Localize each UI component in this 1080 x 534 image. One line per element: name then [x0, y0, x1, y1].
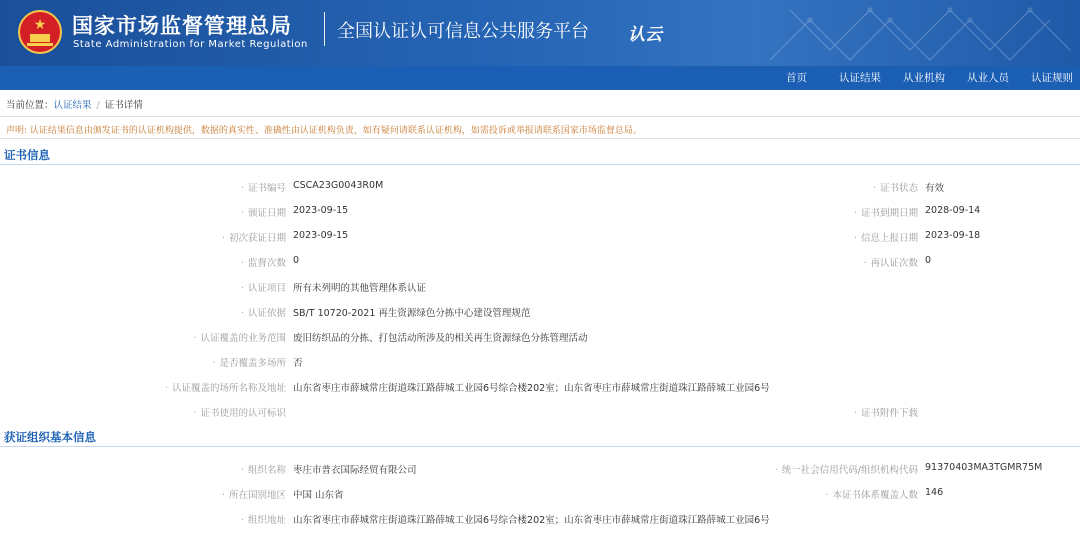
- field-label: · 认证覆盖的业务范围: [193, 330, 286, 344]
- section-org-info: [0, 427, 1080, 447]
- field-value: 枣庄市普衣国际经贸有限公司: [293, 465, 417, 476]
- field-label: · 组织地址: [241, 512, 286, 526]
- field-value: 废旧纺织品的分拣、打包活动所涉及的相关再生资源绿色分拣管理活动: [293, 333, 588, 344]
- info-row: [0, 205, 1080, 225]
- divider: [0, 116, 1080, 117]
- section-certificate-info: [0, 145, 1080, 165]
- field-label: · 证书状态: [873, 180, 918, 194]
- field-value: 91370403MA3TGMR75M: [925, 462, 1043, 473]
- nav-item-home[interactable]: 首页: [786, 72, 807, 84]
- section-underline: [0, 164, 1080, 165]
- org-name-cn[interactable]: 国家市场监督管理总局: [72, 14, 292, 38]
- field-label: · 认证依据: [241, 305, 286, 319]
- field-label: · 组织名称: [241, 462, 286, 476]
- field-value: SB/T 10720-2021 再生资源绿色分拣中心建设管理规范: [293, 308, 531, 319]
- info-row: [0, 255, 1080, 275]
- field-label: · 统一社会信用代码/组织机构代码: [775, 462, 918, 476]
- info-row: [0, 380, 1080, 400]
- field-label: · 是否覆盖多场所: [212, 355, 286, 369]
- field-label: · 所在国别地区: [222, 487, 286, 501]
- field-value: 2023-09-15: [293, 230, 349, 241]
- site-header: [0, 0, 1080, 66]
- field-value: 否: [293, 358, 303, 369]
- nav-item-institutions[interactable]: 从业机构: [903, 72, 945, 84]
- attachment-download-link[interactable]: · 证书附件下载: [854, 405, 918, 419]
- breadcrumb-current: 证书详情: [104, 100, 143, 111]
- field-value: 所有未列明的其他管理体系认证: [293, 283, 427, 294]
- field-value: 山东省枣庄市薛城常庄街道珠江路薛城工业园6号综合楼202室；山东省枣庄市薛城常庄街道珠江路薛城工业园6号: [293, 515, 770, 526]
- info-row: [0, 462, 1080, 482]
- nav-item-cert-results[interactable]: 认证结果: [839, 72, 881, 84]
- field-value: 0: [293, 255, 300, 266]
- field-label: · 本证书体系覆盖人数: [825, 487, 918, 501]
- field-label: · 信息上报日期: [854, 230, 918, 244]
- info-row: [0, 512, 1080, 532]
- field-value: 中国 山东省: [293, 490, 344, 501]
- field-label: · 证书编号: [241, 180, 286, 194]
- info-row: [0, 280, 1080, 300]
- breadcrumb: [6, 97, 143, 111]
- breadcrumb-link-cert-results[interactable]: 认证结果: [53, 100, 92, 111]
- platform-logo: 认云: [628, 25, 662, 45]
- field-value: 2023-09-15: [293, 205, 349, 216]
- field-value: 2028-09-14: [925, 205, 981, 216]
- org-name-en: State Administration for Market Regulation: [73, 39, 308, 50]
- info-row: [0, 305, 1080, 325]
- section-title: 获证组织基本信息: [4, 430, 96, 444]
- breadcrumb-prefix: 当前位置：: [6, 100, 54, 111]
- field-label: · 证书使用的认可标识: [193, 405, 286, 419]
- info-row: [0, 405, 1080, 425]
- disclaimer-notice: 声明: 认证结果信息由颁发证书的认证机构提供，数据的真实性、准确性由认证机构负责，如有疑问请联系认证机构，如需投诉或举报请联系国家市场监督总局。: [6, 126, 642, 136]
- field-label: · 监督次数: [241, 255, 286, 269]
- divider: [0, 138, 1080, 139]
- field-label: · 证书到期日期: [854, 205, 918, 219]
- field-label: · 颁证日期: [241, 205, 286, 219]
- field-label: · 认证覆盖的场所名称及地址: [165, 380, 286, 394]
- field-label: · 再认证次数: [863, 255, 918, 269]
- header-divider: [324, 12, 325, 46]
- nav-item-cert-rules[interactable]: 认证规则: [1031, 72, 1073, 84]
- info-row: [0, 355, 1080, 375]
- info-row: [0, 230, 1080, 250]
- breadcrumb-separator: /: [96, 100, 100, 111]
- section-title: 证书信息: [4, 148, 50, 162]
- nav-item-practitioners[interactable]: 从业人员: [967, 72, 1009, 84]
- field-value: 有效: [925, 183, 945, 194]
- field-label: · 认证项目: [241, 280, 286, 294]
- field-value: 146: [925, 487, 944, 498]
- info-row: [0, 180, 1080, 200]
- field-value: 0: [925, 255, 932, 266]
- section-underline: [0, 446, 1080, 447]
- info-row: [0, 487, 1080, 507]
- field-value: CSCA23G0043R0M: [293, 180, 384, 191]
- national-emblem-icon: ★: [18, 10, 62, 54]
- field-label: · 初次获证日期: [222, 230, 286, 244]
- decorative-pattern: [750, 0, 1080, 66]
- field-value: 山东省枣庄市薛城常庄街道珠江路薛城工业园6号综合楼202室；山东省枣庄市薛城常庄街道珠江路薛城工业园6号: [293, 383, 770, 394]
- field-value: 2023-09-18: [925, 230, 981, 241]
- main-nav: [0, 66, 1080, 90]
- platform-title[interactable]: 全国认证认可信息公共服务平台: [337, 21, 589, 42]
- info-row: [0, 330, 1080, 350]
